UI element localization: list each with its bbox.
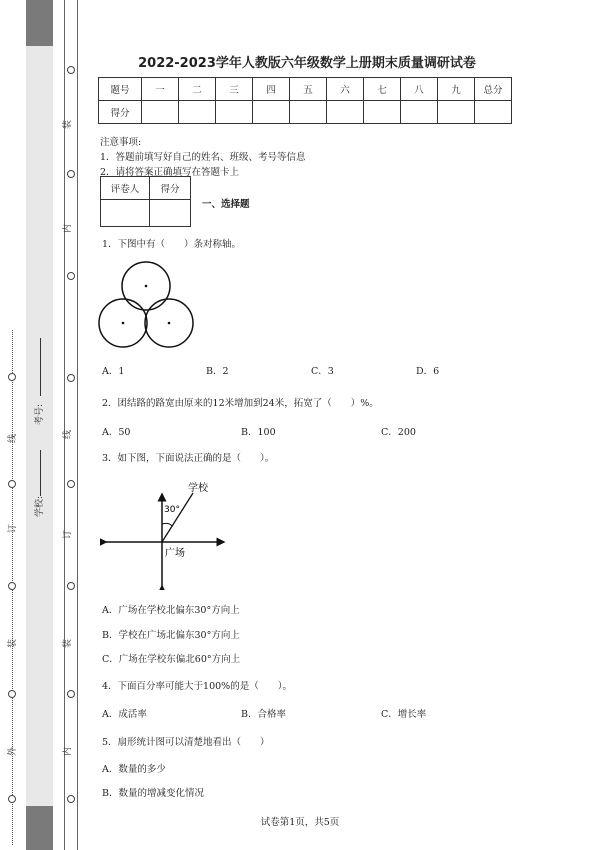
binding-hole (67, 480, 75, 488)
direction-figure (100, 478, 230, 590)
exam-no-label: 考号: (35, 403, 46, 426)
score-entry[interactable] (216, 101, 253, 124)
option[interactable]: D．6 (416, 366, 440, 377)
page-title: 2022-2023学年人教版六年级数学上册期末质量调研试卷 (138, 56, 476, 71)
score-entry[interactable] (179, 101, 216, 124)
question-1-stem: 1．下图中有（ ）条对称轴。 (102, 239, 242, 250)
binding-top-block (26, 0, 53, 46)
school-direction-line (162, 493, 193, 542)
grader-entry[interactable] (101, 200, 150, 227)
score-entry[interactable] (142, 101, 179, 124)
inner-label-zhuang2: 装 (63, 638, 74, 649)
score-entry[interactable] (327, 101, 364, 124)
note-item: 2．请将答案正确填写在答题卡上 (100, 167, 240, 178)
score-entry[interactable] (253, 101, 290, 124)
binding-hole (67, 374, 75, 382)
school-label: 学校 (188, 483, 208, 494)
option[interactable]: C．广场在学校东偏北60°方向上 (102, 654, 241, 665)
score-row-label: 得分 (99, 101, 142, 124)
inner-label-nei: 内 (63, 223, 74, 234)
cut-line-right (77, 0, 78, 850)
binding-hole (67, 795, 75, 803)
score-cell: 八 (401, 78, 438, 101)
option[interactable]: A．成活率 (102, 709, 147, 720)
score-entry[interactable] (401, 101, 438, 124)
score-cell: 一 (142, 78, 179, 101)
inner-label-nei2: 内 (63, 746, 74, 757)
grader-table (100, 176, 191, 227)
score-entry[interactable] (475, 101, 512, 124)
binding-hole (67, 582, 75, 590)
binding-hole (8, 480, 16, 488)
option[interactable]: A．广场在学校北偏东30°方向上 (102, 605, 240, 616)
option[interactable]: B．学校在广场北偏东30°方向上 (102, 630, 240, 641)
option[interactable]: A．数量的多少 (102, 764, 166, 775)
outer-label-wai: 外 (8, 746, 19, 757)
center-dot (122, 322, 125, 325)
question-3-stem: 3．如下图，下面说法正确的是（ ）。 (102, 453, 275, 464)
score-entry[interactable] (364, 101, 401, 124)
notes-heading: 注意事项: (100, 137, 142, 148)
binding-hole (67, 170, 75, 178)
note-item: 1．答题前填写好自己的姓名、班级、考号等信息 (100, 152, 306, 163)
score-cell: 四 (253, 78, 290, 101)
three-circles-figure (98, 260, 198, 350)
exam-no-field[interactable] (40, 338, 41, 396)
score-table-score-row (99, 101, 512, 124)
school-label: 学校: (35, 495, 46, 518)
binding-hole (67, 272, 75, 280)
score-cell: 五 (290, 78, 327, 101)
page-footer: 试卷第1页，共5页 (260, 817, 340, 828)
section-title: 一、选择题 (202, 199, 250, 210)
score-cell: 九 (438, 78, 475, 101)
option[interactable]: B．2 (206, 366, 229, 377)
inner-label-ding: 订 (63, 529, 74, 540)
score-cell: 总分 (475, 78, 512, 101)
option[interactable]: C．增长率 (381, 709, 427, 720)
center-dot (145, 285, 148, 288)
question-2-stem: 2．团结路的路宽由原来的12米增加到24米，拓宽了（ ）%。 (102, 398, 379, 409)
option[interactable]: B．合格率 (241, 709, 286, 720)
score-cell: 七 (364, 78, 401, 101)
binding-hole (8, 582, 16, 590)
question-5-stem: 5．扇形统计图可以清楚地看出（ ） (102, 737, 270, 748)
center-dot (168, 322, 171, 325)
binding-hole (8, 795, 16, 803)
option[interactable]: C．200 (381, 427, 416, 438)
option[interactable]: A．1 (102, 366, 125, 377)
grader-header: 评卷人 (101, 177, 150, 200)
score-entry[interactable] (438, 101, 475, 124)
grader-header: 得分 (150, 177, 191, 200)
option[interactable]: B．100 (241, 427, 276, 438)
option[interactable]: C．3 (311, 366, 334, 377)
square-label: 广场 (165, 548, 185, 559)
score-cell: 六 (327, 78, 364, 101)
binding-bottom-block (26, 806, 53, 850)
outer-label-xian: 线 (8, 433, 19, 444)
score-cell: 三 (216, 78, 253, 101)
binding-hole (8, 690, 16, 698)
score-table (98, 77, 512, 124)
outer-label-ding: 订 (8, 523, 19, 534)
binding-hole (8, 373, 16, 381)
score-table-header-row (99, 78, 512, 101)
binding-hole (67, 66, 75, 74)
angle-arc (162, 523, 172, 526)
option[interactable]: B．数量的增减变化情况 (102, 788, 204, 799)
score-cell: 二 (179, 78, 216, 101)
binding-hole (67, 690, 75, 698)
score-cell: 题号 (99, 78, 142, 101)
option[interactable]: A．50 (102, 427, 131, 438)
angle-label: 30° (164, 505, 180, 515)
outer-label-zhuang: 装 (8, 638, 19, 649)
school-field[interactable] (40, 450, 41, 496)
inner-label-zhuang: 装 (63, 119, 74, 130)
question-4-stem: 4．下面百分率可能大于100%的是（ ）。 (102, 681, 292, 692)
inner-label-xian: 线 (63, 429, 74, 440)
score-entry[interactable] (290, 101, 327, 124)
grader-entry[interactable] (150, 200, 191, 227)
